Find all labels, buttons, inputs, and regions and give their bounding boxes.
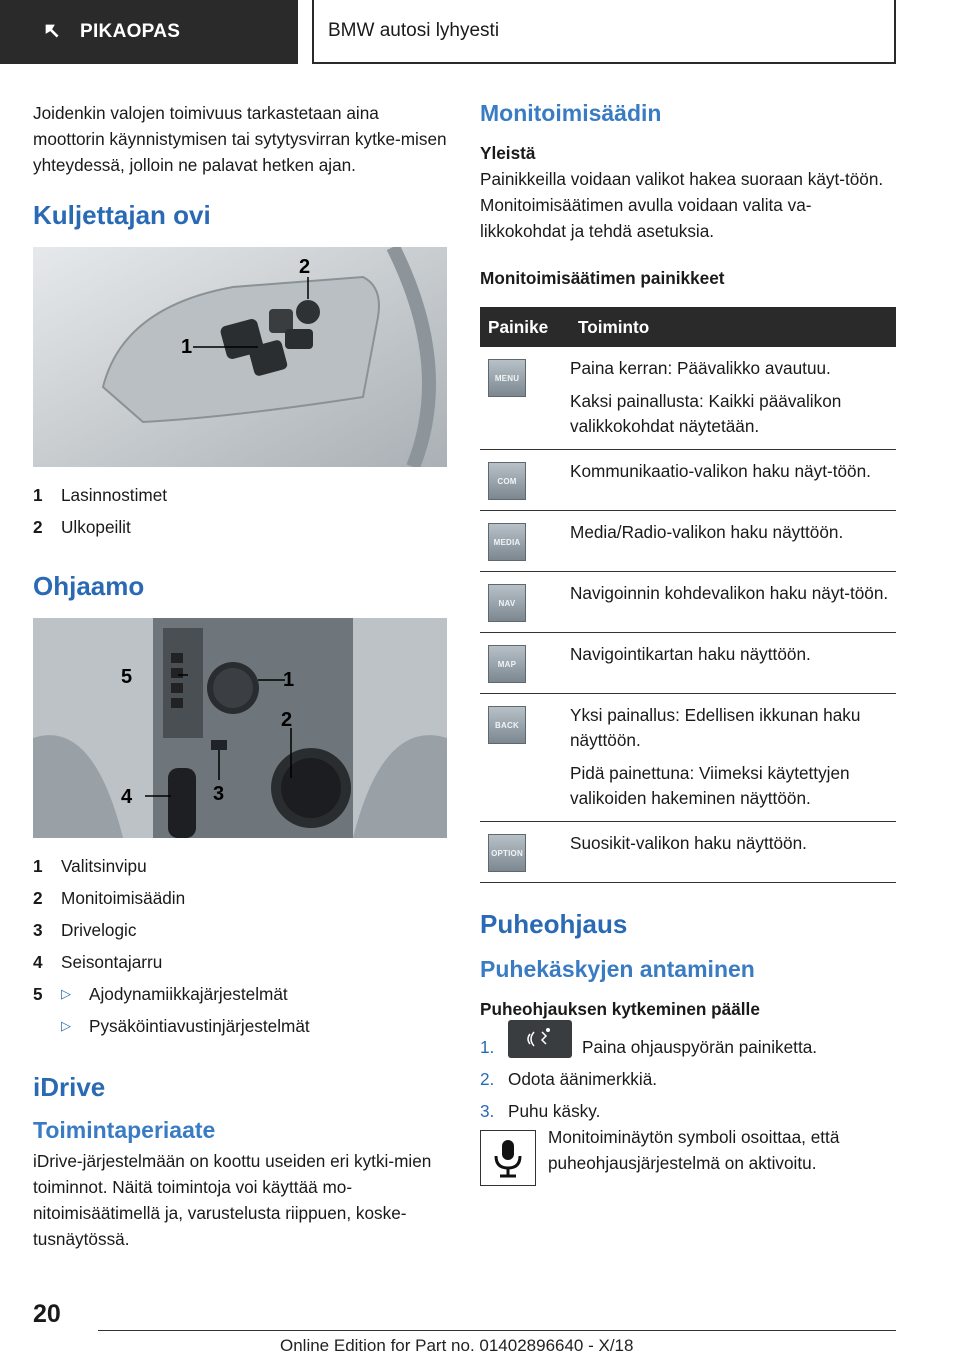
svg-text:1: 1	[283, 669, 295, 691]
pin-icon	[42, 21, 64, 43]
idrive-subheading: Toimintaperiaate	[33, 1117, 216, 1143]
footer-edition: Online Edition for Part no. 01402896640 - X/18	[280, 1336, 634, 1355]
col-header-button: Painike	[480, 307, 570, 347]
voice-heading: Puheohjaus	[480, 909, 628, 939]
svg-text:4: 4	[121, 786, 133, 808]
footer-divider	[98, 1330, 896, 1331]
com-button-icon: COM	[488, 462, 526, 500]
list-item: 3 Drivelogic	[33, 920, 137, 940]
nav-button-icon: NAV	[488, 584, 526, 622]
svg-text:2: 2	[299, 256, 311, 278]
map-button-icon: MAP	[488, 645, 526, 683]
voice-note	[480, 1127, 896, 1186]
center-console-illustration	[33, 618, 447, 838]
microphone-icon	[480, 1130, 536, 1186]
door-photo	[33, 247, 447, 467]
table-row: MEDIA Media/Radio-valikon haku näyttöön.	[480, 511, 896, 572]
voice-note-text: Monitoiminäytön symboli osoittaa, että puheohjausjärjestelmä on aktivoitu.	[548, 1127, 840, 1173]
general-text: Painikkeilla voidaan valikot hakea suoraan käyt-töön. Monitoimisäätimen avulla voidaan valita va-likkokohdat ja tehdä asetuksia.	[480, 169, 884, 241]
bullet-triangle-icon: ▷	[61, 986, 71, 1001]
media-button-icon: MEDIA	[488, 523, 526, 561]
list-item: 5 ▷ Ajodynamiikkajärjestelmät	[33, 978, 447, 1010]
page-number: 20	[33, 1300, 61, 1328]
list-item: 4 Seisontajarru	[33, 952, 163, 972]
list-item: 3. Puhu käsky.	[480, 1101, 601, 1121]
door-legend	[33, 479, 447, 543]
col-header-function: Toiminto	[570, 307, 896, 347]
list-item: 1. Paina ohjauspyörän painiketta.	[480, 1034, 896, 1060]
table-row: BACK Yksi painallus: Edellisen ikkunan haku näyttöön. Pidä painettuna: Viimeksi käytettyjen valikoiden hakeminen näyttöön.	[480, 694, 896, 822]
left-column	[33, 100, 447, 1252]
voice-step-heading: Puheohjauksen kytkeminen päälle	[480, 999, 760, 1019]
table-row: NAV Navigoinnin kohdevalikon haku näyt-töön.	[480, 572, 896, 633]
controller-heading: Monitoimisäädin	[480, 100, 662, 126]
list-item: 2 Ulkopeilit	[33, 517, 131, 537]
buttons-heading: Monitoimisäätimen painikkeet	[480, 268, 725, 288]
cockpit-legend	[33, 850, 447, 1042]
cockpit-heading: Ohjaamo	[33, 571, 145, 601]
list-item: ▷ Pysäköintiavustinjärjestelmät	[33, 1010, 447, 1042]
door-heading: Kuljettajan ovi	[33, 200, 211, 230]
voice-subheading: Puhekäskyjen antaminen	[480, 956, 755, 982]
header-tab[interactable]	[0, 0, 298, 64]
buttons-table	[480, 307, 896, 883]
bullet-triangle-icon: ▷	[61, 1018, 71, 1033]
svg-text:3: 3	[213, 783, 225, 805]
list-item: 1 Lasinnostimet	[33, 485, 168, 505]
list-item: 2 Monitoimisäädin	[33, 888, 186, 908]
back-button-icon: BACK	[488, 706, 526, 744]
header-tab-label: PIKAOPAS	[80, 21, 181, 42]
table-row: MENU Paina kerran: Päävalikko avautuu. Kaksi painallusta: Kaikki päävalikon valikkokohdat näytetään.	[480, 347, 896, 450]
table-row: MAP Navigointikartan haku näyttöön.	[480, 633, 896, 694]
table-header	[480, 307, 896, 347]
idrive-text: iDrive-järjestelmään on koottu useiden eri kytki-mien toiminnot. Näitä toimintoja voi käyttää mo-nitoimisäätimellä ja, varustelusta riippuen, koske-tusnäytössä.	[33, 1151, 432, 1249]
svg-text:1: 1	[181, 336, 193, 358]
voice-button-icon	[508, 1020, 572, 1058]
svg-text:5: 5	[121, 666, 133, 688]
voice-steps	[480, 1034, 896, 1124]
list-item: 1 Valitsinvipu	[33, 856, 147, 876]
table-row: OPTION Suosikit-valikon haku näyttöön.	[480, 822, 896, 883]
table-row: COM Kommunikaatio-valikon haku näyt-töön.	[480, 450, 896, 511]
intro-text: Joidenkin valojen toimivuus tarkastetaan aina moottorin käynnistymisen tai sytytysvirran kytke-misen yhteydessä, jolloin ne palavat hetken ajan.	[33, 103, 447, 175]
general-heading: Yleistä	[480, 143, 536, 163]
right-column	[480, 100, 896, 1186]
list-item: 2. Odota äänimerkkiä.	[480, 1069, 658, 1089]
cockpit-photo	[33, 618, 447, 838]
menu-button-icon: MENU	[488, 359, 526, 397]
idrive-heading: iDrive	[33, 1072, 106, 1102]
svg-text:2: 2	[281, 709, 293, 731]
header-title: BMW autosi lyhyesti	[312, 0, 896, 64]
door-panel-illustration	[33, 247, 447, 467]
option-button-icon: OPTION	[488, 834, 526, 872]
